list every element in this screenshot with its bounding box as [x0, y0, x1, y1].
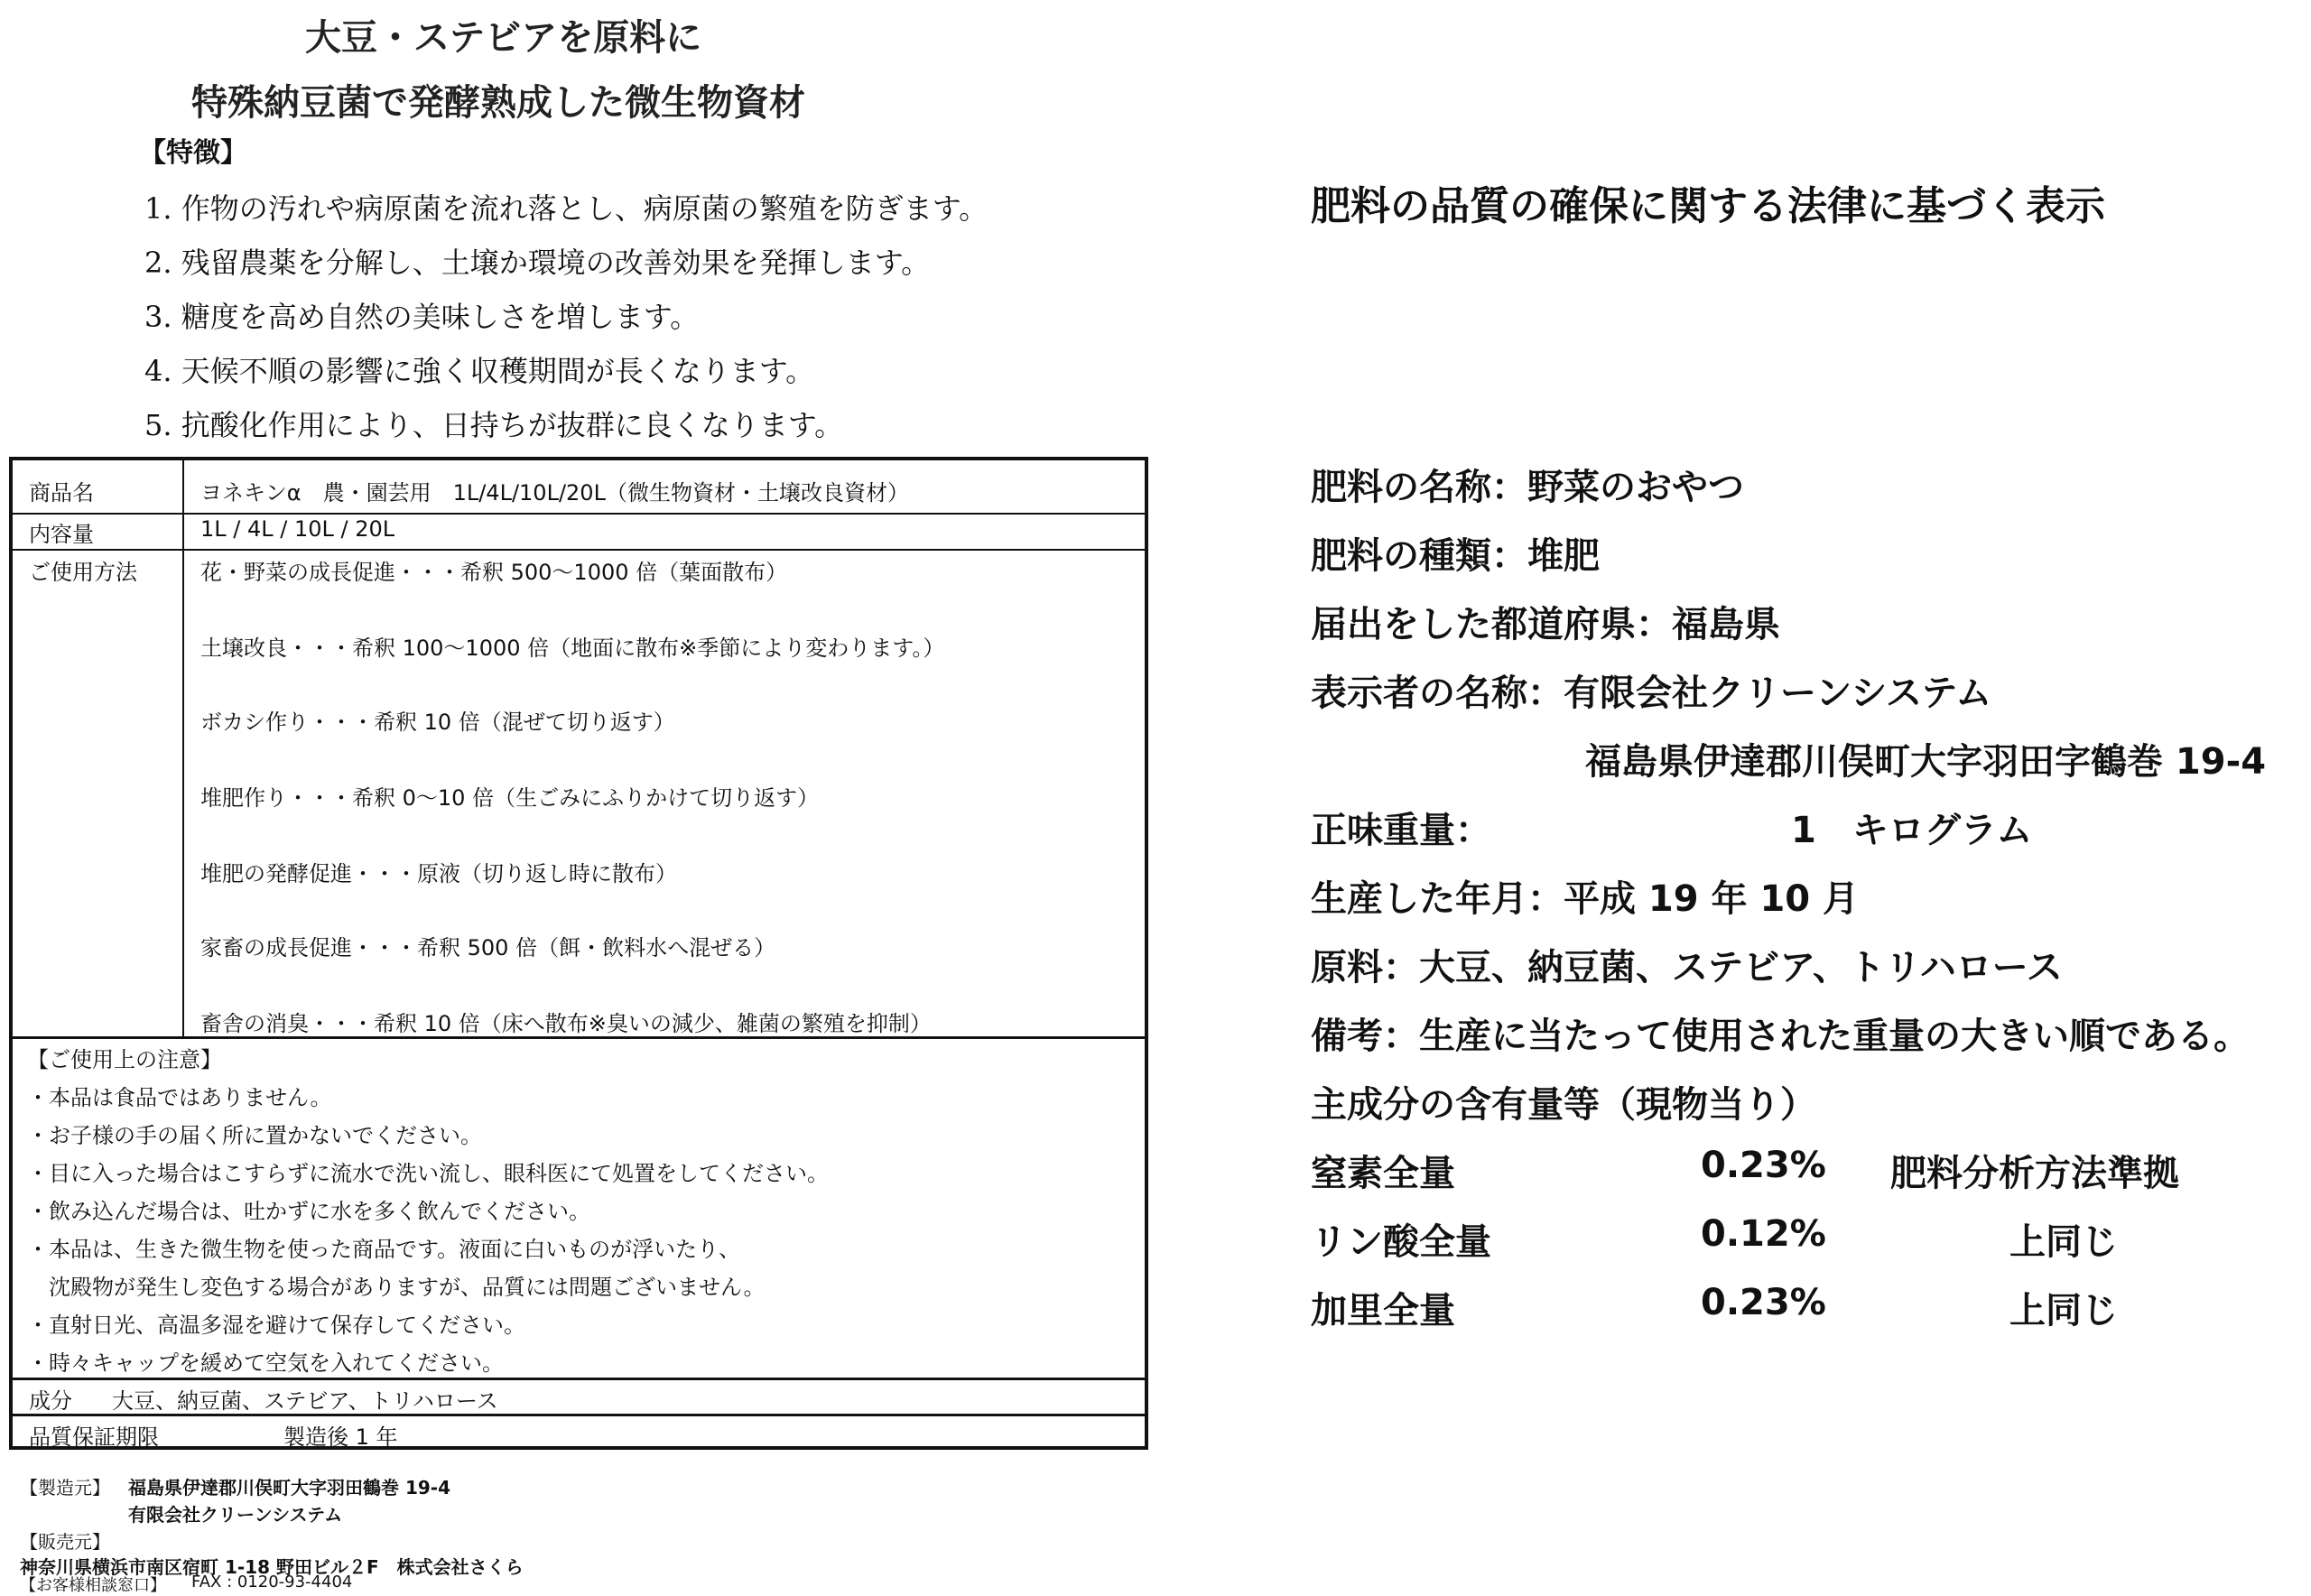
product-value: ヨネキンα 農・園芸用 1L/4L/10L/20L（微生物資材・土壌改良資材）	[200, 480, 909, 506]
contact-fax: FAX : 0120-93-4404	[191, 1573, 353, 1591]
feature-item: 4. 天候不順の影響に強く収穫期間が長くなります。	[144, 354, 815, 388]
component-name: 加里全量	[1311, 1290, 1455, 1332]
fertilizer-type: 肥料の種類：堆肥	[1311, 535, 1600, 577]
fertilizer-name: 肥料の名称：野菜のおやつ	[1311, 467, 1744, 508]
caution-item: ・直射日光、高温多湿を避けて保存してください。	[27, 1313, 525, 1338]
contact-label: 【お客様相談窓口】	[20, 1576, 166, 1595]
column-divider	[182, 460, 184, 1036]
quality-value: 製造後 1 年	[283, 1424, 398, 1450]
seller-label: 【販売元】	[20, 1531, 110, 1553]
caution-item: ・目に入った場合はこすらずに流水で洗い流し、眼科医にて処置をしてください。	[27, 1161, 829, 1186]
ingredients-value: 大豆、納豆菌、ステビア、トリハロース	[112, 1388, 498, 1414]
component-method: 肥料分析方法準拠	[1890, 1153, 2179, 1194]
usage-item: 土壌改良・・・希釈 100〜1000 倍（地面に散布※季節により変わります。）	[200, 636, 945, 661]
labeler-address: 福島県伊達郡川俣町大字羽田字鶴巻 19-4	[1585, 741, 2267, 783]
usage-item: 家畜の成長促進・・・希釈 500 倍（餌・飲料水へ混ぜる）	[200, 935, 776, 960]
feature-item: 3. 糖度を高め自然の美味しさを増します。	[144, 300, 700, 334]
component-value: 0.12%	[1701, 1213, 1826, 1255]
caution-item: ・本品は、生きた微生物を使った商品です。液面に白いものが浮いたり、	[27, 1237, 741, 1262]
production-date: 生産した年月：平成 19 年 10 月	[1311, 878, 1860, 920]
ingredients-label: 成分	[29, 1388, 72, 1414]
registered-prefecture: 届出をした都道府県：福島県	[1311, 604, 1780, 645]
net-weight-label: 正味重量：	[1311, 810, 1491, 851]
usage-item: 堆肥の発酵促進・・・原液（切り返し時に散布）	[200, 861, 677, 886]
caution-item: 沈殿物が発生し変色する場合がありますが、品質には問題ございません。	[27, 1275, 766, 1300]
maker-name: 有限会社クリーンシステム	[128, 1504, 343, 1526]
headline-line2: 特殊納豆菌で発酵熟成した微生物資材	[191, 81, 805, 124]
labeler-name: 表示者の名称：有限会社クリーンシステム	[1311, 673, 1992, 714]
component-value: 0.23%	[1701, 1282, 1826, 1323]
quality-label: 品質保証期限	[29, 1424, 159, 1450]
divider	[13, 1378, 1145, 1380]
usage-item: 畜舎の消臭・・・希釈 10 倍（床へ散布※臭いの減少、雑菌の繁殖を抑制）	[200, 1011, 932, 1036]
law-title: 肥料の品質の確保に関する法律に基づく表示	[1311, 183, 2105, 229]
caution-item: ・飲み込んだ場合は、吐かずに水を多く飲んでください。	[27, 1199, 590, 1224]
spec-table	[9, 457, 1148, 1450]
feature-item: 2. 残留農薬を分解し、土壌か環境の改善効果を発揮します。	[144, 246, 931, 280]
maker-address: 福島県伊達郡川俣町大字羽田鶴巻 19-4	[128, 1477, 451, 1499]
feature-item: 5. 抗酸化作用により、日持ちが抜群に良くなります。	[144, 408, 844, 442]
usage-label: ご使用方法	[29, 560, 137, 585]
divider	[13, 1414, 1145, 1416]
features-title: 【特徴】	[139, 137, 247, 169]
component-method: 上同じ	[2009, 1290, 2118, 1332]
net-weight-value: 1 キログラム	[1791, 810, 2033, 851]
feature-item: 1. 作物の汚れや病原菌を流れ落とし、病原菌の繁殖を防ぎます。	[144, 191, 988, 226]
raw-materials: 原料：大豆、納豆菌、ステビア、トリハロース	[1311, 947, 2063, 988]
usage-item: 堆肥作り・・・希釈 0〜10 倍（生ごみにふりかけて切り返す）	[200, 785, 820, 811]
component-name: 窒素全量	[1311, 1153, 1455, 1194]
divider	[13, 1036, 1145, 1039]
components-title: 主成分の含有量等（現物当り）	[1311, 1084, 1816, 1126]
remarks: 備考：生産に当たって使用された重量の大きい順である。	[1311, 1016, 2250, 1057]
component-name: リン酸全量	[1311, 1221, 1491, 1263]
seller-line: 神奈川県横浜市南区宿町 1-18 野田ビル２F 株式会社さくら	[20, 1556, 524, 1578]
maker-label: 【製造元】	[20, 1477, 110, 1499]
volume-value: 1L / 4L / 10L / 20L	[200, 516, 395, 542]
caution-item: ・本品は食品ではありません。	[27, 1085, 332, 1110]
headline-line1: 大豆・ステビアを原料に	[305, 16, 702, 59]
component-value: 0.23%	[1701, 1145, 1826, 1186]
product-label: 商品名	[29, 480, 94, 506]
component-method: 上同じ	[2009, 1221, 2118, 1263]
caution-title: 【ご使用上の注意】	[27, 1047, 222, 1072]
volume-label: 内容量	[29, 522, 94, 547]
caution-item: ・時々キャップを緩めて空気を入れてください。	[27, 1350, 504, 1376]
usage-item: 花・野菜の成長促進・・・希釈 500〜1000 倍（葉面散布）	[200, 560, 788, 585]
usage-item: ボカシ作り・・・希釈 10 倍（混ぜて切り返す）	[200, 710, 675, 735]
caution-item: ・お子様の手の届く所に置かないでください。	[27, 1123, 482, 1148]
